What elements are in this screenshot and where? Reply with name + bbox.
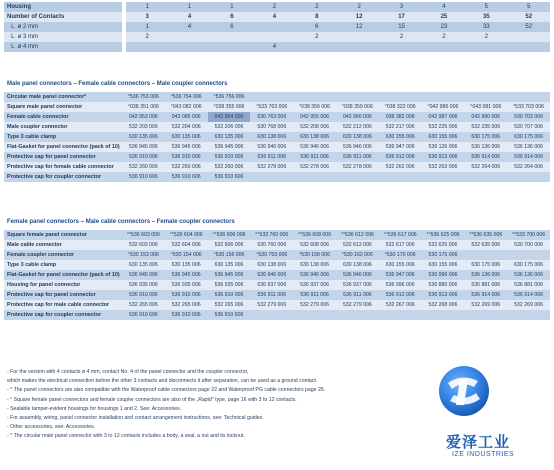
size-value	[211, 32, 253, 42]
part-number-cell: °530 162 006	[336, 250, 379, 260]
part-number-cell: 536 910 006	[165, 152, 208, 162]
part-number-cell: 536 910 606	[208, 310, 251, 320]
part-number-cell: 536 914 006	[507, 290, 550, 300]
part-number-cell: 532 260 006	[165, 162, 208, 172]
size-value: 12	[338, 22, 380, 32]
part-number-cell: 630 135 006	[165, 132, 208, 142]
part-number-cell: 532 264 006	[507, 162, 550, 172]
part-number-cell: °533 763 006	[250, 102, 293, 112]
part-number-cell: 630 175 006	[507, 132, 550, 142]
part-number-cell: 536 913 006	[422, 290, 465, 300]
part-number-cell: 536 935 006	[165, 280, 208, 290]
size-value	[168, 32, 210, 42]
part-number-cell: 532 269 006	[464, 300, 507, 310]
part-number-cell: 532 260 006	[122, 162, 165, 172]
table-row	[4, 162, 550, 172]
contacts-table	[4, 2, 550, 52]
size-value: 15	[380, 22, 422, 32]
part-number-cell: °°533 700 006	[507, 230, 550, 240]
part-number-cell: 042 956 006	[336, 112, 379, 122]
part-number-cell: 536 945 006	[165, 142, 208, 152]
part-number-cell: 536 914 006	[464, 152, 507, 162]
part-number-cell: 536 136 006	[464, 270, 507, 280]
part-number-cell: 630 155 006	[422, 260, 465, 270]
part-number-cell	[379, 92, 422, 102]
part-number-cell: °°536 608 006	[293, 230, 336, 240]
part-number-cell	[464, 310, 507, 320]
row-label: Protective cap for panel connector	[4, 290, 122, 300]
housing-value: 1	[126, 2, 168, 12]
part-number-cell: °°536 617 006	[379, 230, 422, 240]
part-number-cell: 532 278 006	[293, 162, 336, 172]
part-number-cell: 630 138 006	[336, 260, 379, 270]
part-number-cell: 536 945 006	[208, 142, 251, 152]
table-row	[4, 122, 550, 132]
contacts-value: 52	[508, 12, 550, 22]
part-number-cell	[250, 92, 293, 102]
part-number-cell: 532 617 006	[379, 240, 422, 250]
part-number-cell: 532 203 006	[122, 122, 165, 132]
housing-value: 1	[211, 2, 253, 12]
part-number-cell: °038 359 006	[336, 102, 379, 112]
part-number-cell: 530 700 006	[507, 240, 550, 250]
size-value	[508, 42, 550, 52]
part-number-cell: 536 911 006	[250, 152, 293, 162]
part-number-cell: 536 911 006	[250, 290, 293, 300]
part-number-cell: 630 175 006	[464, 132, 507, 142]
part-number-cell: °533 703 006	[507, 102, 550, 112]
size-value: 2	[465, 32, 507, 42]
size-value: 4	[253, 42, 295, 52]
part-number-cell: 536 910 006	[165, 290, 208, 300]
table-row	[4, 152, 550, 162]
brand-name-en: IZE INDUSTRIES	[452, 451, 515, 458]
part-number-cell: °536 756 006	[208, 92, 251, 102]
row-label: Protective cap for female cable connector	[4, 162, 122, 172]
part-number-cell	[336, 92, 379, 102]
section1-table	[4, 92, 550, 182]
part-number-cell: 630 138 006	[293, 260, 336, 270]
footnote-line: - ° Square female panel connectors and female coupler connectors are also of the „Rapid" type, page 16 with 3 to 12 contacts.	[7, 396, 297, 403]
part-number-cell: 536 914 006	[507, 152, 550, 162]
part-number-cell: °°536 612 006	[336, 230, 379, 240]
table-row	[4, 270, 550, 280]
size-value: 52	[508, 22, 550, 32]
part-number-cell: 630 135 006	[122, 260, 165, 270]
part-number-cell: 536 945 006	[165, 270, 208, 280]
part-number-cell: 536 913 006	[422, 152, 465, 162]
part-number-cell: 630 135 006	[165, 260, 208, 270]
part-number-cell: °°536 603 006	[122, 230, 165, 240]
size-value: 6	[296, 22, 338, 32]
row-label: Circular male panel connector°	[4, 92, 122, 102]
contacts-value: 12	[338, 12, 380, 22]
part-number-cell: 630 135 006	[208, 260, 251, 270]
part-number-cell: °043 081 006	[464, 102, 507, 112]
part-number-cell: 532 264 006	[464, 162, 507, 172]
table-row	[4, 142, 550, 152]
part-number-cell: °042 986 006	[422, 102, 465, 112]
part-number-cell: 536 912 006	[379, 290, 422, 300]
part-number-cell: 536 946 006	[250, 142, 293, 152]
part-number-cell: 042 953 006	[122, 112, 165, 122]
part-number-cell: 532 235 006	[464, 122, 507, 132]
size-value	[380, 42, 422, 52]
part-number-cell: °536 753 006	[122, 92, 165, 102]
table-row	[4, 230, 550, 240]
size-value: 23	[423, 22, 465, 32]
row-label: Female cable connector	[4, 112, 122, 122]
part-number-cell	[336, 172, 379, 182]
part-number-cell: 536 937 006	[336, 280, 379, 290]
row-label: Housing for panel connector	[4, 280, 122, 290]
part-number-cell: 530 768 006	[250, 122, 293, 132]
part-number-cell: 536 910 606	[122, 172, 165, 182]
part-number-cell: 536 910 006	[122, 152, 165, 162]
part-number-cell	[507, 172, 550, 182]
part-number-cell: 532 212 006	[336, 122, 379, 132]
part-number-cell: °038 322 006	[379, 102, 422, 112]
table-row	[4, 290, 550, 300]
part-number-cell: °530 156 006	[208, 250, 251, 260]
size-label-cell	[4, 42, 122, 52]
contacts-value: 6	[211, 12, 253, 22]
size-value	[465, 42, 507, 52]
section1-title: Male panel connectors – Female cable connectors – Male coupler connectors	[7, 81, 228, 87]
housing-value: 1	[168, 2, 210, 12]
part-number-cell: 630 135 006	[208, 132, 251, 142]
part-number-cell: 536 946 006	[336, 270, 379, 280]
table-row	[4, 310, 550, 320]
part-number-cell: 536 911 006	[336, 290, 379, 300]
part-number-cell: 532 263 006	[422, 162, 465, 172]
row-label: Male cable connector	[4, 240, 122, 250]
size-label-cell	[4, 22, 122, 32]
part-number-cell	[379, 172, 422, 182]
part-number-cell: 536 911 006	[293, 152, 336, 162]
footnote-line: - ° The panel connectors are also compatible with the Waterproof cable connectors page 22 and Waterproof PG cable connectors page 26.	[7, 387, 326, 394]
part-number-cell: 530 763 006	[250, 112, 293, 122]
part-number-cell: 536 945 006	[122, 142, 165, 152]
row-label: Protective cap for coupler connector	[4, 310, 122, 320]
row-label: Female coupler connector	[4, 250, 122, 260]
part-number-cell: 630 155 006	[422, 132, 465, 142]
part-number-cell: 038 382 006	[379, 112, 422, 122]
row-label: Male coupler connector	[4, 122, 122, 132]
part-number-cell: 042 955 006	[293, 112, 336, 122]
row-label: Square female panel connector	[4, 230, 122, 240]
part-number-cell: 530 703 006	[507, 112, 550, 122]
part-number-cell: 536 136 006	[464, 142, 507, 152]
footnote-line: - Sealable tamper-evident housings for housings 1 and 2. See: Accessories.	[7, 405, 182, 412]
table-row	[4, 102, 550, 112]
size-value	[508, 32, 550, 42]
part-number-cell: 536 946 006	[250, 270, 293, 280]
part-number-cell: °530 154 006	[165, 250, 208, 260]
table-row	[4, 112, 550, 122]
part-number-cell: 532 269 006	[507, 300, 550, 310]
part-number-cell: 532 262 006	[379, 162, 422, 172]
part-number-cell: 536 937 006	[293, 280, 336, 290]
size-label: ø 4 mm	[17, 44, 39, 50]
section2-title: Female panel connectors – Male cable connectors – Female coupler connectors	[7, 219, 235, 225]
housing-value: 3	[380, 2, 422, 12]
size-value: 6	[211, 22, 253, 32]
part-number-cell: 536 937 006	[250, 280, 293, 290]
part-number-cell: °°533 760 006	[250, 230, 293, 240]
part-number-cell	[293, 310, 336, 320]
part-number-cell: 630 138 006	[250, 132, 293, 142]
part-number-cell	[422, 172, 465, 182]
row-label: Protective cap for coupler connector	[4, 172, 122, 182]
size-value: 2	[296, 32, 338, 42]
size-row	[4, 22, 550, 32]
row-label: Protective cap for male cable connector	[4, 300, 122, 310]
table-row	[4, 240, 550, 250]
part-number-cell: 536 910 606	[208, 172, 251, 182]
part-number-cell: °043 082 006	[165, 102, 208, 112]
row-label: Type 3 cable clamp	[4, 260, 122, 270]
size-value: 2	[126, 32, 168, 42]
part-number-cell: °°536 635 006	[464, 230, 507, 240]
part-number-cell: 532 608 006	[293, 240, 336, 250]
size-value	[338, 42, 380, 52]
footnotes	[7, 368, 407, 442]
footnote-line: which makes the electrical connection before the other 3 contacts and disconnects it after separation, can be used as a ground contact.	[7, 378, 318, 385]
part-number-cell	[464, 92, 507, 102]
table-row	[4, 132, 550, 142]
part-number-cell: 630 138 006	[250, 260, 293, 270]
part-number-cell: 532 225 006	[422, 122, 465, 132]
part-number-cell: 536 126 006	[422, 142, 465, 152]
part-number-cell: 532 278 006	[250, 162, 293, 172]
housing-value: 2	[253, 2, 295, 12]
size-value: 2	[380, 32, 422, 42]
part-number-cell	[464, 172, 507, 182]
part-number-cell: 630 138 006	[293, 132, 336, 142]
part-number-cell	[464, 250, 507, 260]
size-value	[253, 22, 295, 32]
size-value	[168, 42, 210, 52]
part-number-cell: 536 935 006	[208, 280, 251, 290]
part-number-cell: 536 996 006	[379, 280, 422, 290]
part-number-cell	[293, 172, 336, 182]
part-number-cell: °°536 606 006	[208, 230, 251, 240]
part-number-cell: °530 158 006	[293, 250, 336, 260]
part-number-cell: 536 935 006	[122, 280, 165, 290]
part-number-cell: 630 175 006	[464, 260, 507, 270]
contacts-value: 3	[126, 12, 168, 22]
part-number-cell: 536 910 606	[165, 172, 208, 182]
footnote-line: - ° The circular male panel connector with 3 to 12 contacts includes a body, a seal, a nut and its locknut.	[7, 433, 245, 440]
part-number-cell: °536 754 006	[165, 92, 208, 102]
size-value	[253, 32, 295, 42]
housing-value: 4	[423, 2, 465, 12]
size-label: ø 3 mm	[17, 34, 39, 40]
part-number-cell: 536 996 006	[422, 270, 465, 280]
part-number-cell: 536 910 006	[122, 290, 165, 300]
part-number-cell: °038 355 006	[208, 102, 251, 112]
size-label-cell	[4, 32, 122, 42]
part-number-cell: 532 204 006	[165, 122, 208, 132]
part-number-cell: 532 206 006	[208, 122, 251, 132]
part-number-cell: 536 910 606	[122, 310, 165, 320]
size-value	[211, 42, 253, 52]
part-number-cell: 536 880 006	[422, 280, 465, 290]
part-number-cell: 532 260 006	[208, 162, 251, 172]
part-number-cell: 536 914 006	[464, 290, 507, 300]
part-number-cell: 532 217 006	[379, 122, 422, 132]
part-number-cell: 532 604 006	[165, 240, 208, 250]
part-number-cell: 630 138 006	[336, 132, 379, 142]
table-row	[4, 250, 550, 260]
part-number-cell: 532 603 006	[122, 240, 165, 250]
part-number-cell	[507, 250, 550, 260]
part-number-cell: °038 351 006	[122, 102, 165, 112]
housing-label: Housing	[4, 2, 122, 12]
housing-value: 2	[296, 2, 338, 12]
part-number-cell: 536 945 006	[208, 270, 251, 280]
size-marker: L	[11, 34, 15, 40]
row-label: Square male panel connector	[4, 102, 122, 112]
part-number-cell: °°536 604 006	[165, 230, 208, 240]
part-number-cell: 530 175 006	[422, 250, 465, 260]
part-number-cell: 536 136 006	[507, 142, 550, 152]
size-value	[126, 42, 168, 52]
part-number-cell: 536 910 606	[165, 310, 208, 320]
part-number-cell: 532 612 006	[336, 240, 379, 250]
contacts-row	[4, 12, 550, 22]
part-number-cell	[422, 92, 465, 102]
contacts-value: 4	[253, 12, 295, 22]
part-number-cell: 536 910 006	[208, 152, 251, 162]
housing-row	[4, 2, 550, 12]
part-number-cell: 532 279 006	[250, 300, 293, 310]
row-label: Protective cap for panel connector	[4, 152, 122, 162]
housing-value: 5	[465, 2, 507, 12]
part-number-cell: 043 085 006	[165, 112, 208, 122]
row-label: Flat-Gasket for panel connector (pack of 10)	[4, 142, 122, 152]
table-row	[4, 260, 550, 270]
size-label: ø 2 mm	[17, 24, 39, 30]
brand-name-cn: 爱泽工业	[446, 434, 511, 451]
contacts-value: 17	[380, 12, 422, 22]
part-number-cell: 532 265 006	[208, 300, 251, 310]
part-number-cell	[507, 92, 550, 102]
part-number-cell: 630 175 006	[507, 260, 550, 270]
part-number-cell	[379, 310, 422, 320]
part-number-cell: 536 946 006	[293, 270, 336, 280]
contacts-value: 35	[465, 12, 507, 22]
part-number-cell: °°536 625 006	[422, 230, 465, 240]
footnote-line: - For assembly, wiring, panel connector installation and contact arrangement instructions, see: Technical guides.	[7, 415, 264, 422]
part-number-cell: 532 278 006	[336, 162, 379, 172]
part-number-cell: 536 911 006	[293, 290, 336, 300]
part-number-cell: 630 135 006	[122, 132, 165, 142]
row-label: Type 3 cable clamp	[4, 132, 122, 142]
housing-value: 2	[338, 2, 380, 12]
part-number-cell: 532 606 006	[208, 240, 251, 250]
part-number-cell	[422, 310, 465, 320]
part-number-cell	[336, 310, 379, 320]
part-number-cell: 536 947 006	[379, 270, 422, 280]
part-number-cell: °530 170 006	[379, 250, 422, 260]
size-row	[4, 42, 550, 52]
part-number-cell	[250, 172, 293, 182]
table-row	[4, 92, 550, 102]
footnote-line: - Other accessories, see: Accessories.	[7, 424, 96, 431]
part-number-cell: 042 987 006	[422, 112, 465, 122]
contacts-value: 8	[296, 12, 338, 22]
part-number-cell: 630 155 006	[379, 132, 422, 142]
contacts-value: 25	[423, 12, 465, 22]
part-number-cell: 530 707 006	[507, 122, 550, 132]
part-number-cell: 630 155 006	[379, 260, 422, 270]
part-number-cell: 536 910 006	[208, 290, 251, 300]
part-number-cell: 042 990 006	[464, 112, 507, 122]
contacts-value: 4	[168, 12, 210, 22]
part-number-cell: 536 946 006	[293, 142, 336, 152]
part-number-cell: 536 945 006	[122, 270, 165, 280]
part-number-cell: 532 208 006	[293, 122, 336, 132]
part-number-cell: 532 635 006	[464, 240, 507, 250]
part-number-cell	[293, 92, 336, 102]
part-number-cell: °530 753 006	[250, 250, 293, 260]
part-number-cell: 536 881 006	[464, 280, 507, 290]
size-marker: L	[11, 24, 15, 30]
part-number-cell: 532 268 006	[422, 300, 465, 310]
table-row	[4, 172, 550, 182]
part-number-cell: 532 265 006	[165, 300, 208, 310]
part-number-cell: 532 279 006	[336, 300, 379, 310]
size-value: 1	[126, 22, 168, 32]
size-value	[423, 42, 465, 52]
part-number-cell: 532 267 006	[379, 300, 422, 310]
part-number-cell: 536 947 006	[379, 142, 422, 152]
contacts-label: Number of Contacts	[4, 12, 122, 22]
table-row	[4, 280, 550, 290]
size-value: 4	[168, 22, 210, 32]
row-label: Flat-Gasket for panel connector (pack of 10)	[4, 270, 122, 280]
housing-value: 5	[508, 2, 550, 12]
size-value	[338, 32, 380, 42]
part-number-cell: 536 881 006	[507, 280, 550, 290]
part-number-cell: 536 912 006	[379, 152, 422, 162]
part-number-cell: 532 265 006	[122, 300, 165, 310]
part-number-cell: °530 153 006	[122, 250, 165, 260]
part-number-cell: 530 760 006	[250, 240, 293, 250]
ize-logo-icon	[438, 365, 490, 417]
table-row	[4, 300, 550, 310]
part-number-cell: 532 625 006	[422, 240, 465, 250]
size-marker: L	[11, 44, 15, 50]
size-value: 2	[423, 32, 465, 42]
part-number-cell: 536 911 006	[336, 152, 379, 162]
part-number-cell: 536 136 006	[507, 270, 550, 280]
part-number-cell	[250, 310, 293, 320]
size-value: 33	[465, 22, 507, 32]
section2-table	[4, 230, 550, 320]
footnote-line: - For the version with 4 contacts ø 4 mm, contact No. 4 of the panel connector and the coupler connector,	[7, 369, 249, 375]
part-number-cell: 536 946 006	[336, 142, 379, 152]
part-number-cell: °038 356 006	[293, 102, 336, 112]
part-number-cell: 042 954 006	[208, 112, 251, 122]
part-number-cell: 532 279 006	[293, 300, 336, 310]
size-row	[4, 32, 550, 42]
part-number-cell	[507, 310, 550, 320]
size-value	[296, 42, 338, 52]
